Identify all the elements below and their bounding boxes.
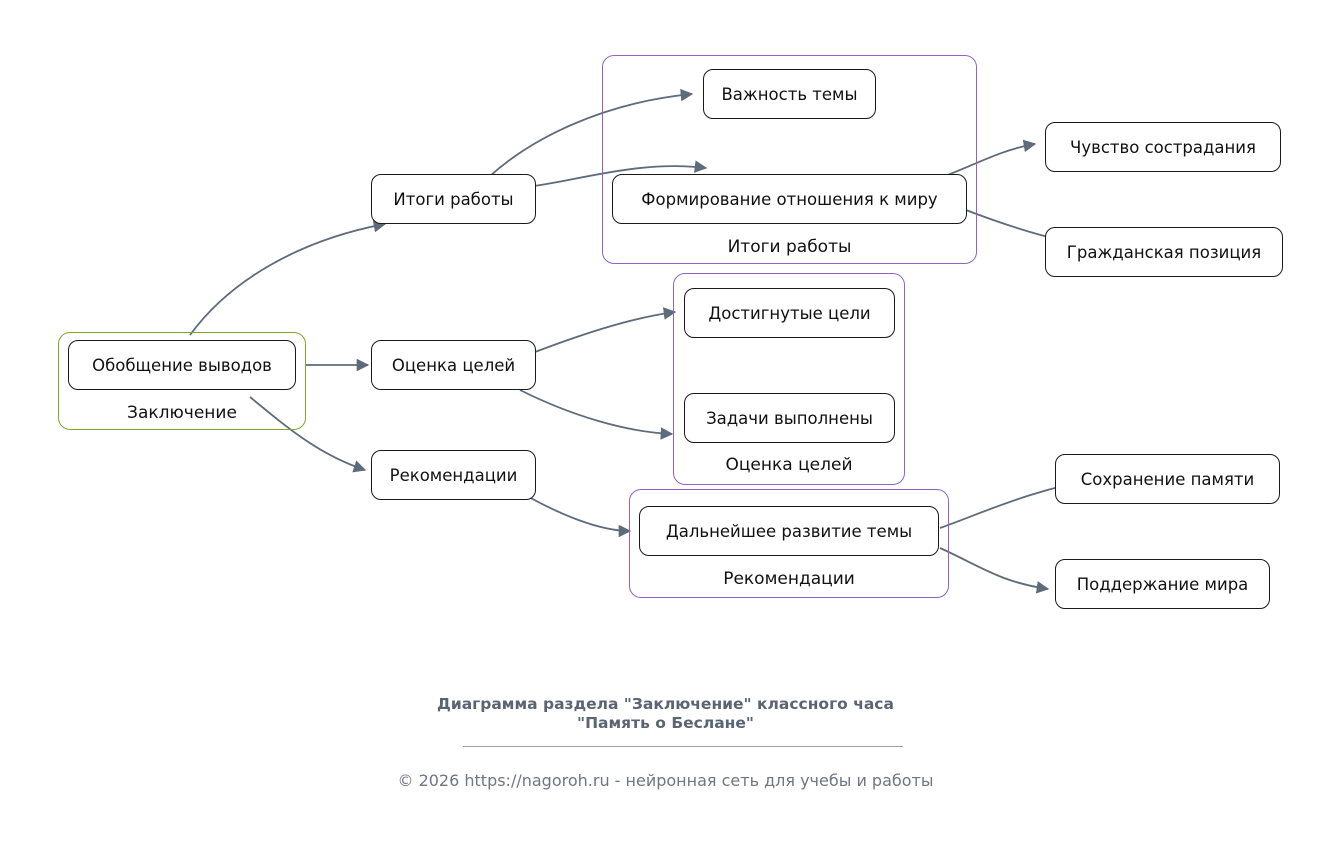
cluster-label-ocenka: Оценка целей [725, 455, 853, 475]
node-chuvstvo-sostradaniya[interactable] [1045, 122, 1281, 172]
node-label: Задачи выполнены [706, 408, 873, 428]
diagram-caption-line1: Диаграмма раздела "Заключение" классного часа [437, 695, 894, 713]
edge-ocenka-zadachi [520, 390, 672, 434]
cluster-label-itogi: Итоги работы [727, 237, 852, 257]
node-label: Рекомендации [389, 465, 518, 485]
edge-ocenka-celi [535, 312, 675, 352]
node-rekomendacii[interactable] [371, 450, 536, 500]
edge-obobshenie-itogi [190, 224, 385, 335]
node-label: Достигнутые цели [708, 303, 871, 323]
node-podderzhanie-mira[interactable] [1055, 559, 1270, 609]
node-sohranenie-pamyati[interactable] [1055, 454, 1280, 504]
cluster-label-zaklyuchenie: Заключение [127, 403, 237, 423]
node-ocenka-celej[interactable] [371, 340, 536, 390]
diagram-caption-line2: "Память о Беслане" [577, 714, 754, 732]
node-label: Гражданская позиция [1066, 242, 1262, 262]
edge-rekomendacii-razvitie [520, 492, 630, 531]
node-label: Дальнейшее развитие темы [665, 521, 913, 541]
node-grazhdanskaya-poziciya[interactable] [1045, 227, 1283, 277]
caption-divider [463, 746, 903, 747]
node-zadachi-vypolneny[interactable] [684, 393, 895, 443]
node-obobshenie-vyvodov[interactable] [68, 340, 296, 390]
node-itogi-raboty[interactable] [371, 174, 536, 224]
node-label: Формирование отношения к миру [641, 189, 938, 209]
node-vazhnost-temy[interactable] [703, 69, 876, 119]
node-dalneyshee-razvitie-temy[interactable] [639, 506, 939, 556]
edge-razvitie-mir [940, 548, 1048, 589]
node-label: Сохранение памяти [1080, 469, 1255, 489]
node-dostignutye-celi[interactable] [684, 288, 895, 338]
node-label: Чувство сострадания [1070, 137, 1256, 157]
node-label: Итоги работы [393, 189, 514, 209]
footer-credit: © 2026 https://nagoroh.ru - нейронная сеть для учебы и работы [397, 771, 934, 790]
cluster-label-rekomendacii: Рекомендации [723, 569, 855, 589]
node-label: Важность темы [721, 84, 858, 104]
node-label: Поддержание мира [1076, 574, 1249, 594]
node-label: Оценка целей [391, 355, 516, 375]
node-formirovanie-otnosheniya[interactable] [612, 174, 967, 224]
node-label: Обобщение выводов [92, 355, 272, 375]
